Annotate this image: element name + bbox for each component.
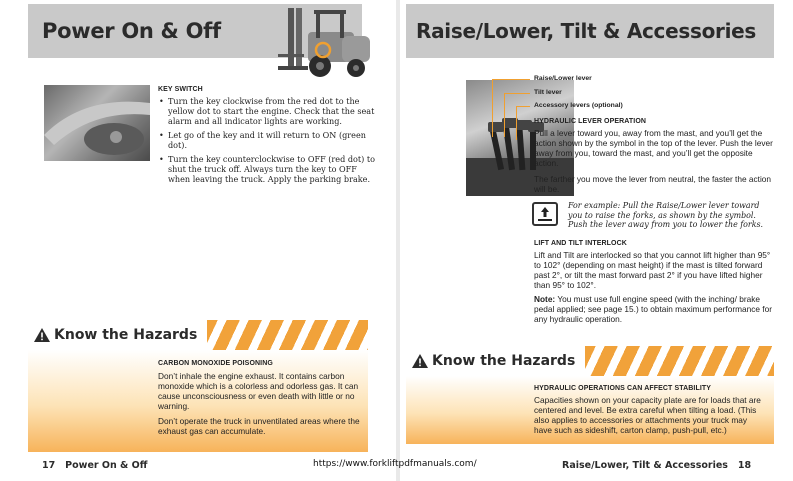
hydraulic-stability-heading: HYDRAULIC OPERATIONS CAN AFFECT STABILITY	[534, 385, 712, 392]
note-text: You must use full engine speed (with the inching/ brake pedal applied; see page 15.) to obtain maximum performance for any hydraulic operation.	[534, 294, 772, 324]
right-page	[400, 0, 793, 481]
lift-tilt-heading: LIFT AND TILT INTERLOCK	[534, 240, 627, 247]
left-page	[0, 0, 396, 481]
hazard-title: Know the Hazards	[54, 327, 198, 343]
callout-line	[504, 93, 505, 137]
left-footer-section: Power On & Off	[65, 460, 148, 471]
forklift-illustration	[278, 6, 382, 82]
callout-line	[492, 79, 493, 137]
hydraulic-lever-paragraph-2: The farther you move the lever from neutral, the faster the action will be.	[534, 174, 772, 194]
key-switch-bullets	[158, 96, 380, 188]
right-page-number: 18	[737, 460, 752, 471]
callout-tilt-lever: Tilt lever	[534, 89, 562, 96]
hazard-title-box	[28, 320, 207, 350]
list-item: • Let go of the key and it will return to ON (green dot).	[158, 130, 380, 150]
left-page-title: Power On & Off	[42, 19, 221, 43]
callout-raise-lower-lever: Raise/Lower lever	[534, 75, 592, 82]
footer-url: https://www.forkliftpdfmanuals.com/	[313, 459, 477, 469]
example-text: For example: Pull the Raise/Lower lever toward you to raise the forks, as shown by the symbol. Push the lever away from you to lower the forks.	[568, 201, 764, 230]
warning-triangle-icon	[34, 328, 50, 342]
callout-accessory-levers: Accessory levers (optional)	[534, 102, 623, 109]
lift-tilt-paragraph: Lift and Tilt are interlocked so that you cannot lift higher than 95° to 102° (depending on mast height) if the mast is tilted forward past 2°, or tilt the mast forward past 2° if you have lifted higher than 95° to 102°.	[534, 250, 771, 290]
key-switch-heading: KEY SWITCH	[158, 86, 203, 93]
hydraulic-lever-heading: HYDRAULIC LEVER OPERATION	[534, 118, 647, 125]
callout-line	[492, 79, 530, 80]
hazard-title-box	[406, 346, 585, 376]
left-page-number: 17	[42, 460, 56, 471]
left-footer	[42, 460, 147, 471]
list-item: • Turn the key clockwise from the red dot to the yellow dot to start the engine. Check that the seat alarm and all indicator lights are working.	[158, 96, 380, 126]
raise-forks-icon	[532, 202, 558, 226]
key-switch-photo	[44, 85, 150, 161]
hazard-title: Know the Hazards	[432, 353, 576, 369]
note-paragraph	[534, 294, 774, 324]
list-item: • Turn the key counterclockwise to OFF (red dot) to shut the truck off. Always turn the key to OFF when leaving the truck. Apply the parking brake.	[158, 154, 380, 184]
callout-line	[516, 106, 517, 140]
warning-triangle-icon	[412, 354, 428, 368]
carbon-monoxide-paragraph-2: Don’t operate the truck in unventilated areas where the exhaust gas can accumulate.	[158, 416, 360, 436]
right-header-bar	[406, 4, 774, 58]
right-footer	[562, 460, 751, 471]
hydraulic-lever-paragraph-1: Pull a lever toward you, away from the mast, and you’ll get the action shown by the symbol in the top of the lever. Push the lever away from you, toward the mast, and you’ll get the opposite action.	[534, 128, 773, 168]
carbon-monoxide-heading: CARBON MONOXIDE POISONING	[158, 360, 273, 367]
right-footer-section: Raise/Lower, Tilt & Accessories	[562, 460, 728, 471]
callout-line	[504, 93, 530, 94]
note-label: Note:	[534, 294, 556, 304]
right-page-title: Raise/Lower, Tilt & Accessories	[416, 19, 757, 43]
callout-line	[516, 106, 530, 107]
carbon-monoxide-paragraph-1: Don’t inhale the engine exhaust. It contains carbon monoxide which is a colorless and odorless gas. It can cause unconsciousness or even death with little or no warning.	[158, 371, 359, 411]
hydraulic-stability-paragraph: Capacities shown on your capacity plate are for loads that are centered and level. Be extra careful when tilting a load. (This also applies to accessories or attachments your truck may have such as sideshift, carton clamp, push-pull, etc.)	[534, 395, 761, 435]
